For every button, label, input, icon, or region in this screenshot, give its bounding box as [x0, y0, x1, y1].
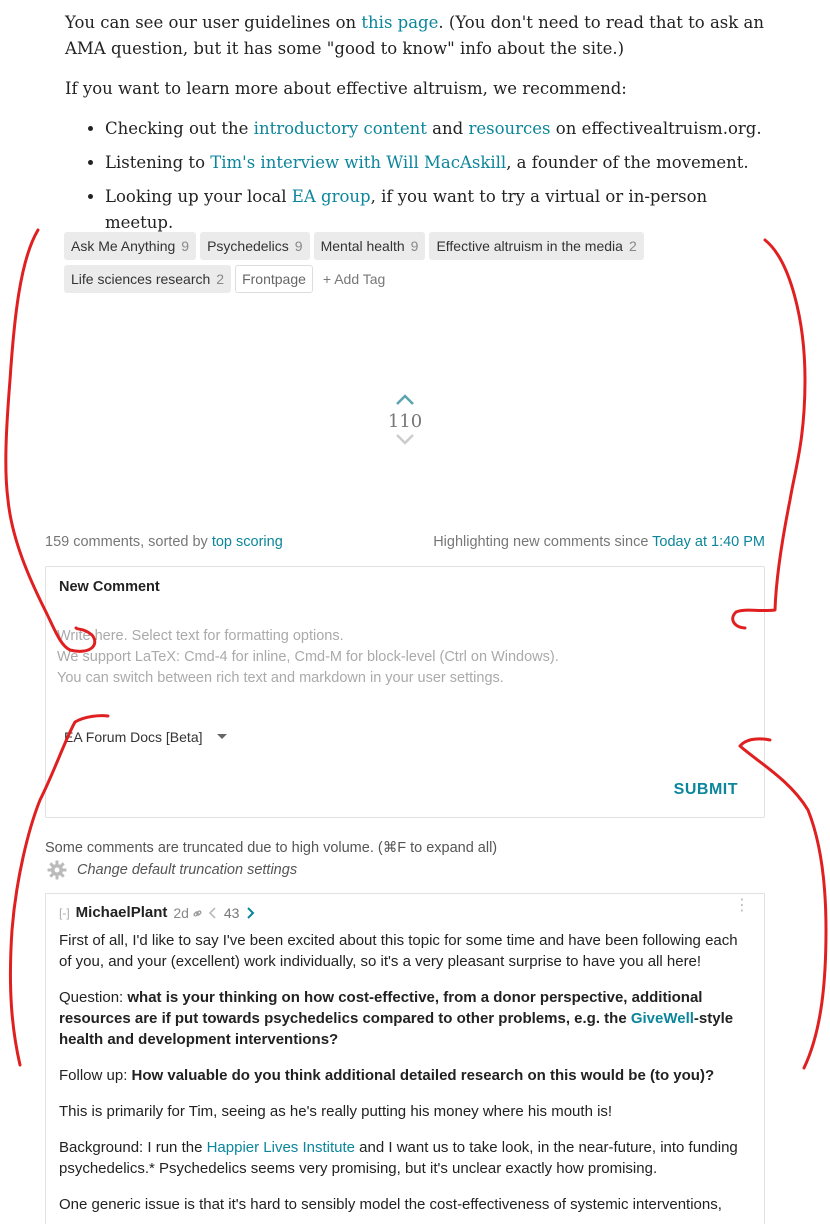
new-comment-title: New Comment: [59, 579, 160, 595]
upvote-icon[interactable]: [393, 392, 417, 406]
collapse-button[interactable]: [-]: [59, 905, 70, 920]
tag-ask-me-anything[interactable]: Ask Me Anything 9: [64, 232, 196, 260]
tag-life-sciences[interactable]: Life sciences research 2: [64, 265, 231, 293]
truncation-settings-link[interactable]: Change default truncation settings: [47, 860, 297, 880]
list-item: • Listening to Tim's interview with Will MacAskill, a founder of the movement.: [105, 150, 765, 176]
submit-button[interactable]: SUBMIT: [673, 781, 738, 798]
sort-link[interactable]: top scoring: [211, 534, 283, 550]
comment-karma: 43: [223, 904, 240, 921]
truncation-notice: Some comments are truncated due to high volume. (⌘F to expand all): [45, 840, 498, 856]
tag-list: [64, 232, 704, 293]
chevron-right-icon[interactable]: [245, 907, 255, 919]
happier-lives-link[interactable]: Happier Lives Institute: [206, 1139, 356, 1156]
more-options-icon[interactable]: ⋮: [734, 897, 750, 914]
comment-editor[interactable]: Write here. Select text for formatting options. We support LaTeX: Cmd-4 for inline, Cmd-M for block-level (Ctrl on Windows). You can switch between rich text and markdown in your user settings.: [57, 628, 559, 686]
introductory-content-link[interactable]: introductory content: [253, 119, 427, 138]
add-tag-button[interactable]: + Add Tag: [322, 271, 386, 287]
dropdown-arrow-icon: [217, 734, 227, 740]
tag-frontpage[interactable]: Frontpage: [235, 265, 313, 293]
post-body: [65, 10, 765, 244]
guidelines-link[interactable]: this page: [361, 13, 439, 32]
highlight-since-link[interactable]: Today at 1:40 PM: [652, 534, 765, 550]
tag-psychedelics[interactable]: Psychedelics 9: [200, 232, 310, 260]
downvote-icon[interactable]: [393, 433, 417, 447]
recommend-paragraph: If you want to learn more about effective altruism, we recommend:: [65, 79, 627, 98]
comments-header: 159 comments, sorted by top scoring Highlighting new comments since Today at 1:40 PM: [45, 534, 765, 550]
comment-author[interactable]: MichaelPlant: [75, 904, 168, 921]
ea-group-link[interactable]: EA group: [291, 187, 371, 206]
new-comment-form: [45, 566, 765, 818]
gear-icon: [47, 860, 67, 880]
interview-link[interactable]: Tim's interview with Will MacAskill: [210, 153, 507, 172]
comment-date[interactable]: 2d: [173, 905, 201, 921]
givewell-link[interactable]: GiveWell: [630, 1010, 694, 1027]
recommend-list: [65, 116, 765, 236]
resources-link[interactable]: resources: [468, 119, 551, 138]
post-vote: [385, 392, 425, 452]
comment-body: First of all, I'd like to say I've been excited about this topic for some time and have been following each of you, and your (excellent) work individually, so it's a very pleasant surprise to have you all here! Question: what is your thinking on how cost-effective, from a donor perspective, additional resources are if put towards psychedelics compared to other problems, e.g. the GiveWell-style health and development interventions? Follow up: How valuable do you think additional detailed research on this would be (to you)? This is primarily for Tim, seeing as he's really putting his money where his mouth is! Background: I run the Happier Lives Institute and I want us to take look, in the near-future, into funding psychedelics.* Psychedelics seems very promising, but it's unclear exactly how promising. One generic issue is that it's hard to sensibly model the cost-effectiveness of systemic interventions,: [59, 932, 738, 1213]
list-item: • Looking up your local EA group, if you want to try a virtual or in-person meetup.: [105, 184, 765, 236]
link-icon: [193, 909, 202, 918]
editor-type-select[interactable]: EA Forum Docs [Beta]: [64, 729, 227, 745]
guidelines-paragraph: You can see our user guidelines on this page. (You don't need to read that to ask an AMA question, but it has some "good to know" info about the site.): [65, 13, 764, 58]
comment-meta: [59, 904, 255, 921]
comment: [45, 893, 765, 1224]
vote-score: 110: [387, 411, 423, 432]
chevron-left-icon[interactable]: [208, 907, 218, 919]
tag-mental-health[interactable]: Mental health 9: [314, 232, 426, 260]
tag-ea-in-media[interactable]: Effective altruism in the media 2: [429, 232, 643, 260]
list-item: • Checking out the introductory content and resources on effectivealtruism.org.: [105, 116, 765, 142]
